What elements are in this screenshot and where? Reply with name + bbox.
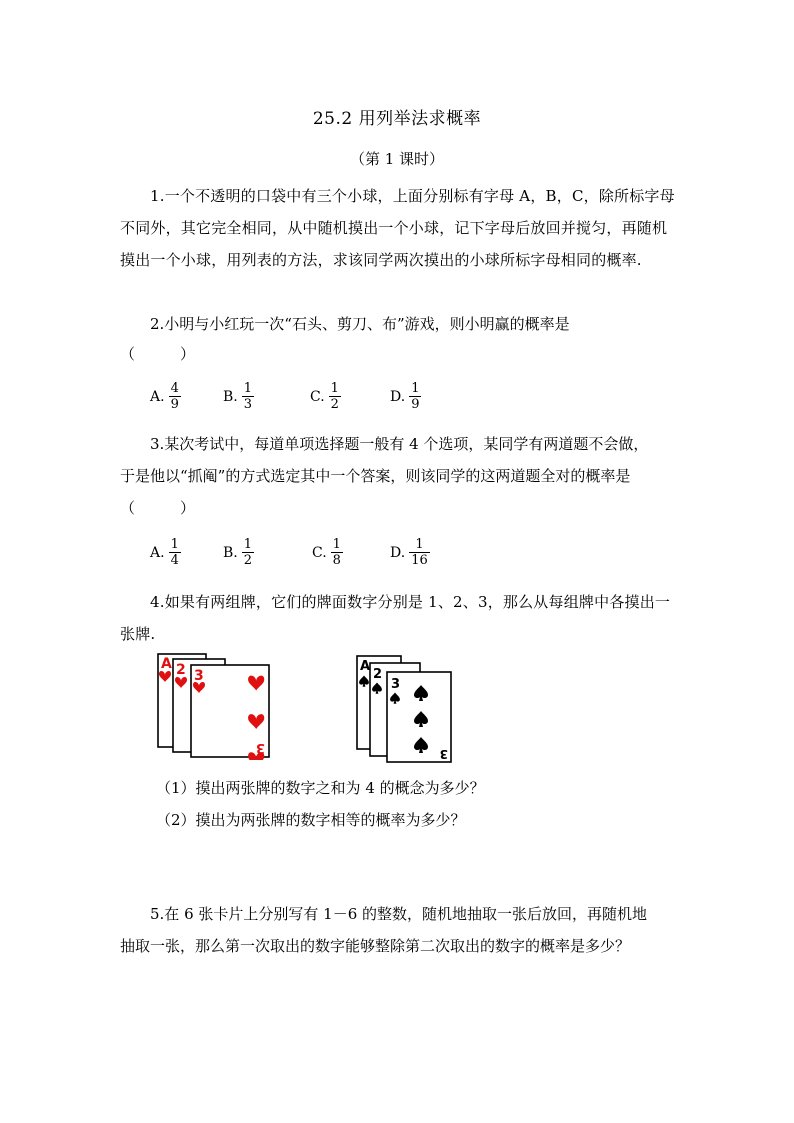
question-3-stem-line2: 于是他以“抓阄”的方式选定其中一个答案，则该同学的这两道题全对的概率是 (120, 467, 631, 485)
q3-option-d (390, 537, 430, 568)
fraction: $\frac{1}{3}$ (243, 381, 253, 412)
card-rank: 2 (176, 662, 186, 678)
card-rank: 3 (255, 740, 265, 755)
page-title: 25.2 用列举法求概率 (312, 109, 482, 129)
q3-option-a (150, 537, 181, 568)
page-subtitle: （第 1 课时） (349, 150, 445, 168)
option-label: A. (150, 544, 165, 561)
card-rank: 3 (194, 668, 204, 684)
hearts-card-three (191, 665, 269, 760)
question-5-line1: 5.在 6 张卡片上分别写有 1－6 的整数，随机地抽取一张后放回，再随机地 (150, 905, 648, 923)
option-label: D. (390, 388, 406, 405)
card-rank: 3 (439, 747, 448, 761)
question-2-stem: 2.小明与小红玩一次“石头、剪刀、布”游戏，则小明赢的概率是 (150, 315, 570, 333)
spades-card-three (387, 672, 451, 762)
question-3-stem-line1: 3.某次考试中，每道单项选择题一般有 4 个选项，某同学有两道题不会做， (150, 435, 649, 453)
card-rank: 3 (391, 677, 401, 692)
q3-option-b (223, 537, 254, 568)
question-3-blank: （ ） (120, 499, 196, 517)
fraction: $\frac{1}{2}$ (330, 381, 339, 412)
fraction: $\frac{4}{9}$ (170, 381, 179, 412)
card-rank: A (161, 656, 172, 672)
question-5-line2: 抽取一张，那么第一次取出的数字能够整除第二次取出的数字的概率是多少？ (120, 937, 631, 955)
q2-option-b (223, 381, 254, 412)
card-rank: 2 (373, 667, 383, 682)
fraction: $\frac{1}{8}$ (332, 537, 341, 568)
option-label: B. (223, 388, 238, 405)
option-label: B. (223, 544, 238, 561)
q3-option-c (312, 537, 343, 568)
spades-card-group (354, 654, 464, 764)
question-4-stem: 4.如果有两组牌，它们的牌面数字分别是 1、2、3，那么从每组牌中各摸出一张牌. (120, 593, 671, 643)
fraction: $\frac{1}{9}$ (411, 381, 420, 412)
fraction: $\frac{1}{2}$ (243, 537, 253, 568)
card-rank: A (360, 659, 371, 674)
question-4-sub2: （2）摸出为两张牌的数字相等的概率为多少？ (156, 811, 466, 829)
option-label: C. (310, 388, 325, 405)
q2-option-a (150, 381, 181, 412)
option-label: C. (312, 544, 327, 561)
fraction: $\frac{1}{4}$ (170, 537, 179, 568)
fraction: $\frac{1}{16}$ (411, 537, 428, 568)
hearts-card-group (155, 652, 275, 760)
question-2-blank: （ ） (120, 345, 196, 363)
question-4-sub1: （1）摸出两张牌的数字之和为 4 的概念为多少？ (156, 779, 485, 797)
q2-option-d (390, 381, 421, 412)
option-label: D. (390, 544, 406, 561)
option-label: A. (150, 388, 165, 405)
question-1: 1.一个不透明的口袋中有三个小球，上面分别标有字母 A，B，C，除所标字母不同外，其它完全相同，从中随机摸出一个小球，记下字母后放回并搅匀，再随机摸出一个小球，用列表的方法，求该同学两次摸出的小球所标字母相同的概率. (120, 187, 675, 269)
q2-option-c (310, 381, 341, 412)
